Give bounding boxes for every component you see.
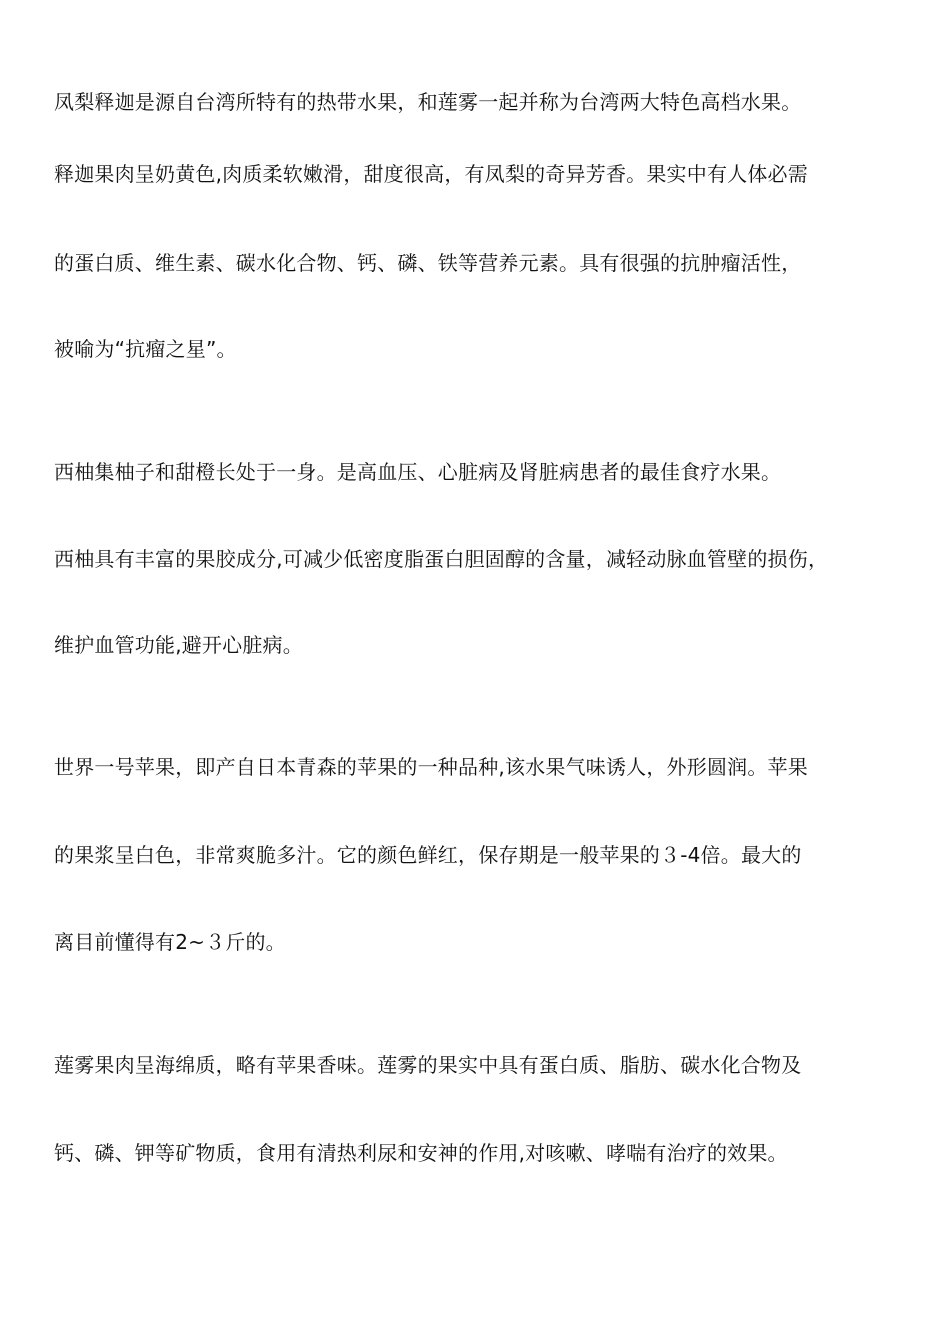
text-line: 维护血管功能,避开心脏病。 <box>54 633 303 657</box>
text-line: 莲雾果肉呈海绵质，略有苹果香味。莲雾的果实中具有蛋白质、脂肪、碳水化合物及 <box>54 1053 802 1077</box>
text-line: 凤梨释迦是源自台湾所特有的热带水果，和莲雾一起并称为台湾两大特色高档水果。 <box>54 90 802 114</box>
text-line: 的果浆呈白色，非常爽脆多汁。它的颜色鲜红，保存期是一般苹果的３-4倍。最大的 <box>54 843 802 867</box>
text-line: 西柚集柚子和甜橙长处于一身。是高血压、心脏病及肾脏病患者的最佳食疗水果。 <box>54 460 782 484</box>
text-line: 钙、磷、钾等矿物质，食用有清热利尿和安神的作用,对咳嗽、哮喘有治疗的效果。 <box>54 1141 788 1165</box>
text-line: 的蛋白质、维生素、碳水化合物、钙、磷、铁等营养元素。具有很强的抗肿瘤活性， <box>54 251 802 275</box>
text-line: 离目前懂得有2~３斤的。 <box>54 930 286 954</box>
text-line: 西柚具有丰富的果胶成分,可减少低密度脂蛋白胆固醇的含量，减轻动脉血管壁的损伤， <box>54 547 829 571</box>
text-line: 释迦果肉呈奶黄色,肉质柔软嫩滑，甜度很高，有凤梨的奇异芳香。果实中有人体必需 <box>54 162 808 186</box>
text-line: 被喻为“抗瘤之星”。 <box>54 337 237 361</box>
text-line: 世界一号苹果，即产自日本青森的苹果的一种品种,该水果气味诱人，外形圆润。苹果 <box>54 755 808 779</box>
